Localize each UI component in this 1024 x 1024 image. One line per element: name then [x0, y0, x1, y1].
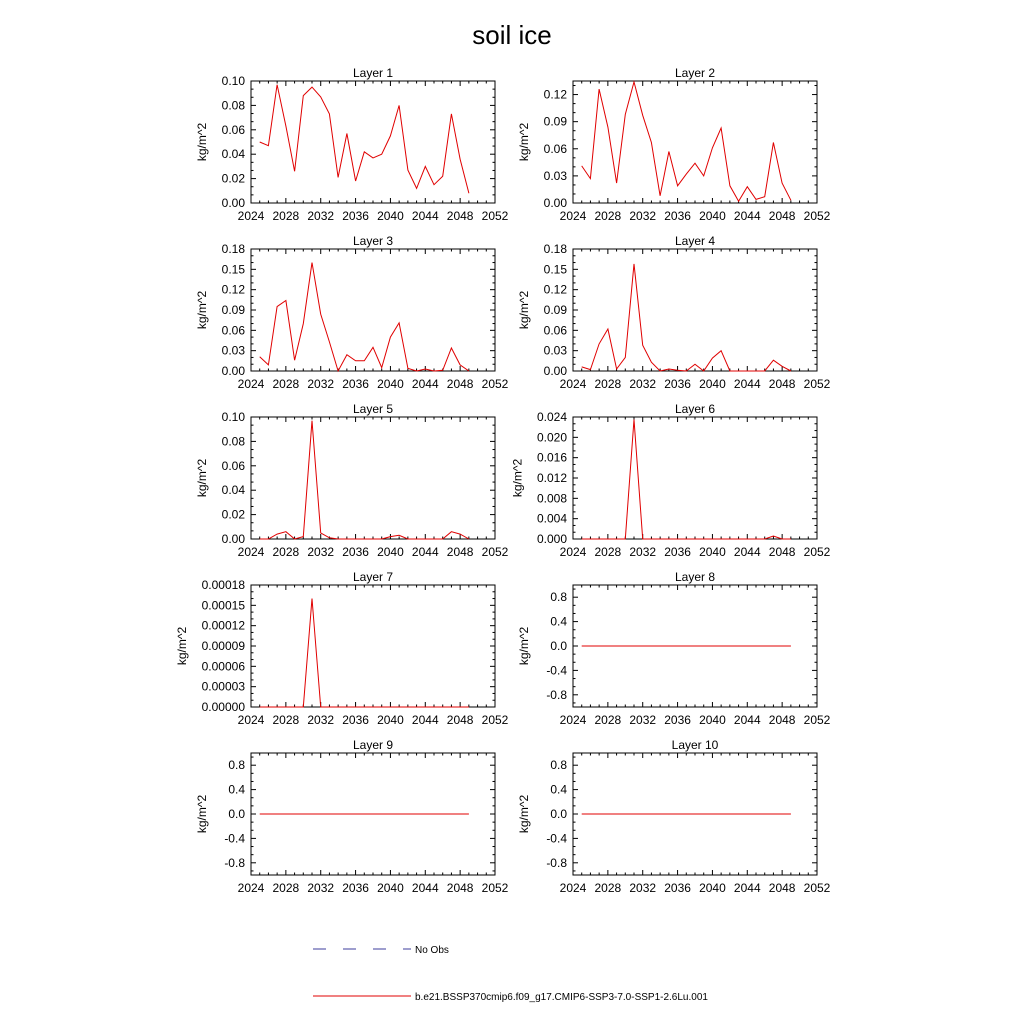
y-tick-label: 0.4: [228, 782, 245, 797]
x-tick-label: 2036: [664, 209, 691, 223]
y-tick-label: 0.00: [221, 364, 245, 378]
x-tick-label: 2032: [307, 545, 335, 559]
x-tick-label: 2040: [699, 713, 726, 727]
panel-title: Layer 5: [352, 402, 394, 416]
y-tick-label: 0.00018: [201, 578, 245, 592]
x-tick-label: 2040: [377, 377, 404, 391]
y-tick-label: 0.00: [221, 196, 245, 210]
x-tick-label: 2024: [559, 545, 587, 559]
x-tick-label: 2052: [803, 881, 831, 895]
x-tick-label: 2048: [768, 545, 796, 559]
x-tick-label: 2048: [446, 545, 474, 559]
panel-title: Layer 9: [352, 738, 394, 752]
panel-title: Layer 10: [671, 738, 719, 752]
x-tick-label: 2028: [272, 881, 300, 895]
y-tick-label: 0.06: [221, 122, 245, 137]
y-axis-label: kg/m^2: [517, 626, 532, 666]
series-line: [260, 599, 469, 707]
series-line: [582, 82, 791, 201]
x-tick-label: 2028: [272, 713, 300, 727]
y-tick-label: 0.4: [550, 782, 567, 797]
chart-panel-4: [517, 234, 830, 391]
y-axis-label: kg/m^2: [195, 794, 210, 834]
plot-frame: [573, 417, 817, 539]
x-tick-label: 2044: [733, 377, 761, 391]
x-tick-label: 2036: [664, 881, 691, 895]
plot-frame: [573, 249, 817, 371]
y-tick-label: 0.03: [543, 168, 567, 183]
chart-panel-7: [175, 570, 509, 727]
x-tick-label: 2048: [768, 377, 796, 391]
x-tick-label: 2036: [664, 713, 691, 727]
x-tick-label: 2044: [411, 713, 439, 727]
x-tick-label: 2024: [559, 881, 587, 895]
x-tick-label: 2032: [629, 377, 657, 391]
y-axis-label: kg/m^2: [517, 122, 532, 162]
x-tick-label: 2044: [411, 377, 439, 391]
chart-panel-1: [195, 66, 508, 223]
chart-panel-9: [195, 738, 508, 895]
y-tick-label: -0.4: [546, 831, 567, 846]
panel-grid: [175, 66, 831, 895]
y-tick-label: 0.00009: [201, 639, 245, 653]
x-tick-label: 2036: [342, 713, 369, 727]
x-tick-label: 2040: [377, 545, 404, 559]
y-tick-label: -0.4: [224, 831, 245, 846]
y-axis-label: kg/m^2: [195, 122, 210, 162]
y-tick-label: 0.00015: [201, 598, 245, 613]
x-tick-label: 2052: [803, 209, 831, 223]
x-tick-label: 2044: [733, 209, 761, 223]
x-tick-label: 2048: [446, 377, 474, 391]
x-tick-label: 2044: [411, 545, 439, 559]
y-tick-label: 0.00: [543, 196, 567, 210]
y-tick-label: -0.8: [546, 687, 567, 702]
y-tick-label: 0.00003: [201, 679, 245, 694]
y-tick-label: 0.12: [543, 87, 567, 102]
x-tick-label: 2028: [594, 881, 622, 895]
y-tick-label: 0.09: [543, 114, 567, 129]
x-tick-label: 2044: [733, 545, 761, 559]
x-tick-label: 2024: [237, 209, 265, 223]
y-tick-label: 0.00: [543, 364, 567, 378]
plot-frame: [573, 81, 817, 203]
series-line: [260, 263, 469, 371]
panel-title: Layer 7: [352, 570, 394, 584]
panel-title: Layer 3: [352, 234, 394, 248]
x-tick-label: 2032: [629, 713, 657, 727]
x-tick-label: 2024: [237, 377, 265, 391]
y-tick-label: 0.06: [221, 458, 245, 473]
y-tick-label: 0.10: [221, 410, 245, 424]
x-tick-label: 2044: [733, 881, 761, 895]
x-tick-label: 2032: [629, 881, 657, 895]
x-tick-label: 2044: [411, 209, 439, 223]
x-tick-label: 2052: [481, 545, 509, 559]
chart-panel-8: [517, 570, 830, 727]
y-tick-label: 0.06: [543, 141, 567, 156]
y-tick-label: 0.000: [536, 532, 567, 546]
series-line: [260, 421, 469, 539]
y-tick-label: -0.4: [546, 663, 567, 678]
y-tick-label: 0.02: [221, 507, 245, 522]
y-tick-label: 0.0: [550, 639, 567, 653]
x-tick-label: 2052: [481, 713, 509, 727]
x-tick-label: 2040: [699, 545, 726, 559]
y-tick-label: 0.06: [543, 323, 567, 338]
x-tick-label: 2052: [803, 545, 831, 559]
x-tick-label: 2032: [307, 377, 335, 391]
y-tick-label: 0.00: [221, 532, 245, 546]
chart-panel-2: [517, 66, 830, 223]
series-line: [260, 85, 469, 194]
x-tick-label: 2036: [342, 209, 369, 223]
x-tick-label: 2024: [559, 209, 587, 223]
x-tick-label: 2032: [307, 209, 335, 223]
y-tick-label: 0.012: [536, 471, 567, 485]
x-tick-label: 2040: [699, 209, 726, 223]
y-tick-label: 0.15: [221, 262, 245, 277]
y-tick-label: 0.04: [221, 147, 245, 162]
x-tick-label: 2048: [446, 713, 474, 727]
y-axis-label: kg/m^2: [510, 458, 525, 498]
y-tick-label: 0.00006: [201, 659, 245, 674]
x-tick-label: 2052: [803, 713, 831, 727]
y-tick-label: 0.09: [221, 303, 245, 317]
x-tick-label: 2032: [629, 545, 657, 559]
figure-title: soil ice: [472, 20, 552, 50]
y-tick-label: 0.12: [543, 282, 567, 297]
x-tick-label: 2040: [377, 209, 404, 223]
y-tick-label: 0.024: [536, 410, 567, 424]
series-line: [582, 264, 791, 371]
chart-panel-3: [195, 234, 508, 391]
x-tick-label: 2032: [307, 713, 335, 727]
panel-title: Layer 8: [674, 570, 716, 584]
y-axis-label: kg/m^2: [517, 290, 532, 330]
y-tick-label: 0.020: [536, 430, 567, 445]
x-tick-label: 2024: [237, 881, 265, 895]
x-tick-label: 2040: [699, 377, 726, 391]
x-tick-label: 2052: [481, 881, 509, 895]
y-tick-label: 0.06: [221, 323, 245, 338]
y-tick-label: 0.4: [550, 614, 567, 629]
x-tick-label: 2028: [272, 545, 300, 559]
y-tick-label: 0.03: [543, 343, 567, 358]
chart-panel-5: [195, 402, 508, 559]
x-tick-label: 2048: [446, 209, 474, 223]
y-tick-label: 0.8: [228, 758, 245, 773]
panel-title: Layer 4: [674, 234, 716, 248]
y-tick-label: 0.04: [221, 483, 245, 498]
x-tick-label: 2052: [481, 209, 509, 223]
x-tick-label: 2024: [559, 377, 587, 391]
y-tick-label: 0.08: [221, 98, 245, 113]
y-tick-label: 0.004: [536, 511, 567, 526]
y-axis-label: kg/m^2: [195, 290, 210, 330]
x-tick-label: 2048: [768, 209, 796, 223]
y-tick-label: 0.09: [543, 303, 567, 317]
x-tick-label: 2044: [411, 881, 439, 895]
x-tick-label: 2036: [664, 545, 691, 559]
x-tick-label: 2028: [272, 377, 300, 391]
y-tick-label: 0.12: [221, 282, 245, 297]
x-tick-label: 2048: [446, 881, 474, 895]
y-axis-label: kg/m^2: [195, 458, 210, 498]
panel-title: Layer 6: [674, 402, 716, 416]
legend-label: b.e21.BSSP370cmip6.f09_g17.CMIP6-SSP3-7.0-SSP1-2.6Lu.001: [415, 992, 708, 1003]
x-tick-label: 2024: [237, 545, 265, 559]
y-tick-label: 0.10: [221, 74, 245, 88]
y-tick-label: 0.008: [536, 491, 567, 506]
panel-title: Layer 1: [352, 66, 394, 80]
y-tick-label: -0.8: [224, 855, 245, 870]
y-tick-label: 0.0: [550, 807, 567, 821]
x-tick-label: 2040: [699, 881, 726, 895]
x-tick-label: 2036: [342, 881, 369, 895]
x-tick-label: 2024: [559, 713, 587, 727]
x-tick-label: 2036: [342, 545, 369, 559]
y-tick-label: 0.016: [536, 450, 567, 465]
x-tick-label: 2048: [768, 713, 796, 727]
x-tick-label: 2052: [803, 377, 831, 391]
x-tick-label: 2052: [481, 377, 509, 391]
x-tick-label: 2040: [377, 881, 404, 895]
x-tick-label: 2028: [594, 377, 622, 391]
y-axis-label: kg/m^2: [175, 626, 190, 666]
x-tick-label: 2048: [768, 881, 796, 895]
chart-panel-6: [511, 402, 831, 559]
legend: [313, 945, 708, 1003]
y-tick-label: 0.8: [550, 758, 567, 773]
x-tick-label: 2032: [629, 209, 657, 223]
y-tick-label: 0.00000: [201, 700, 245, 714]
y-tick-label: 0.8: [550, 590, 567, 605]
plot-frame: [251, 417, 495, 539]
x-tick-label: 2036: [664, 377, 691, 391]
y-tick-label: 0.02: [221, 171, 245, 186]
y-tick-label: 0.03: [221, 343, 245, 358]
x-tick-label: 2028: [594, 545, 622, 559]
series-line: [582, 420, 791, 540]
y-tick-label: 0.0: [228, 807, 245, 821]
x-tick-label: 2044: [733, 713, 761, 727]
y-tick-label: 0.00012: [201, 618, 245, 633]
x-tick-label: 2040: [377, 713, 404, 727]
y-tick-label: 0.18: [221, 242, 245, 256]
x-tick-label: 2028: [594, 713, 622, 727]
x-tick-label: 2028: [594, 209, 622, 223]
x-tick-label: 2028: [272, 209, 300, 223]
x-tick-label: 2036: [342, 377, 369, 391]
x-tick-label: 2032: [307, 881, 335, 895]
panel-title: Layer 2: [674, 66, 716, 80]
legend-label: No Obs: [415, 945, 449, 956]
y-tick-label: 0.15: [543, 262, 567, 277]
x-tick-label: 2024: [237, 713, 265, 727]
y-tick-label: -0.8: [546, 855, 567, 870]
chart-panel-10: [517, 738, 830, 895]
plot-frame: [251, 585, 495, 707]
y-tick-label: 0.08: [221, 434, 245, 449]
plot-frame: [251, 81, 495, 203]
y-axis-label: kg/m^2: [517, 794, 532, 834]
y-tick-label: 0.18: [543, 242, 567, 256]
